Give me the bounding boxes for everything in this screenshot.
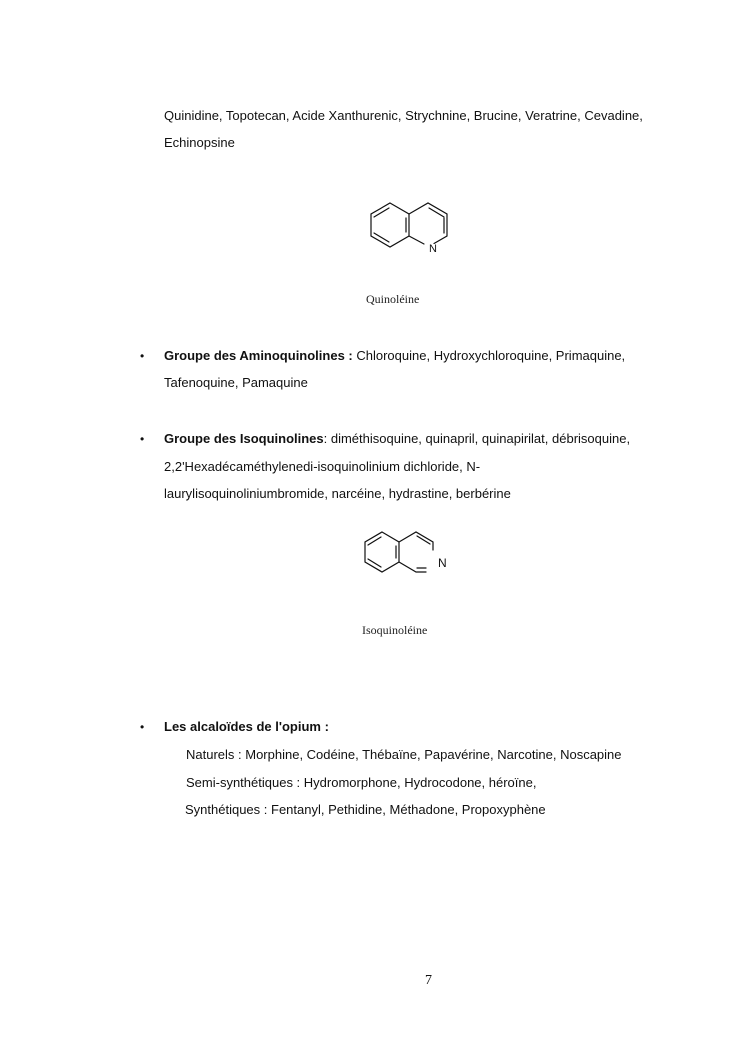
aminoquinolines-list-1: Chloroquine, Hydroxychloroquine, Primaquine,	[352, 348, 626, 363]
opium-heading: Les alcaloïdes de l'opium :	[164, 719, 329, 734]
opium-heading-line	[164, 719, 329, 735]
isoquinolines-list-1: : diméthisoquine, quinapril, quinapirilat, débrisoquine,	[323, 431, 631, 446]
aminoquinolines-heading: Groupe des Aminoquinolines :	[164, 348, 353, 363]
isoquinolines-heading: Groupe des Isoquinolines	[164, 431, 324, 446]
isoquinoline-benzene-ring	[365, 532, 399, 572]
bullet-icon: •	[140, 720, 145, 734]
isoquinoline-pyridine-ring	[399, 532, 433, 550]
isoquinoline-caption: Isoquinoléine	[362, 623, 428, 637]
quinoline-pyridine-ring	[409, 203, 447, 244]
isoquinoline-nitrogen-label: N	[438, 556, 447, 570]
opium-natural-line: Naturels : Morphine, Codéine, Thébaïne, Papavérine, Narcotine, Noscapine	[186, 747, 622, 762]
quinoline-caption: Quinoléine	[366, 292, 420, 306]
quinoline-benzene-ring	[371, 203, 409, 247]
opium-semi-synthetic-line: Semi-synthétiques : Hydromorphone, Hydrocodone, héroïne,	[186, 775, 537, 790]
opium-synthetic-line: Synthétiques : Fentanyl, Pethidine, Méthadone, Propoxyphène	[185, 802, 546, 817]
isoquinolines-line-2: 2,2'Hexadécaméthylenedi-isoquinolinium dichloride, N-	[164, 459, 481, 474]
bullet-icon: •	[140, 349, 145, 363]
aminoquinolines-line-2: Tafenoquine, Pamaquine	[164, 375, 308, 390]
quinoline-nitrogen-label: N	[429, 243, 437, 255]
quinoline-structure	[365, 195, 465, 257]
isoquinoline-structure	[360, 528, 460, 578]
page-number: 7	[425, 973, 432, 988]
isoquinolines-line-3: laurylisoquinoliniumbromide, narcéine, hydrastine, berbérine	[164, 486, 511, 501]
bullet-icon: •	[140, 432, 145, 446]
aminoquinolines-line-1	[164, 348, 625, 364]
isoquinolines-line-1	[164, 431, 630, 447]
intro-line-1: Quinidine, Topotecan, Acide Xanthurenic, Strychnine, Brucine, Veratrine, Cevadine,	[164, 108, 643, 123]
intro-line-2: Echinopsine	[164, 135, 235, 150]
